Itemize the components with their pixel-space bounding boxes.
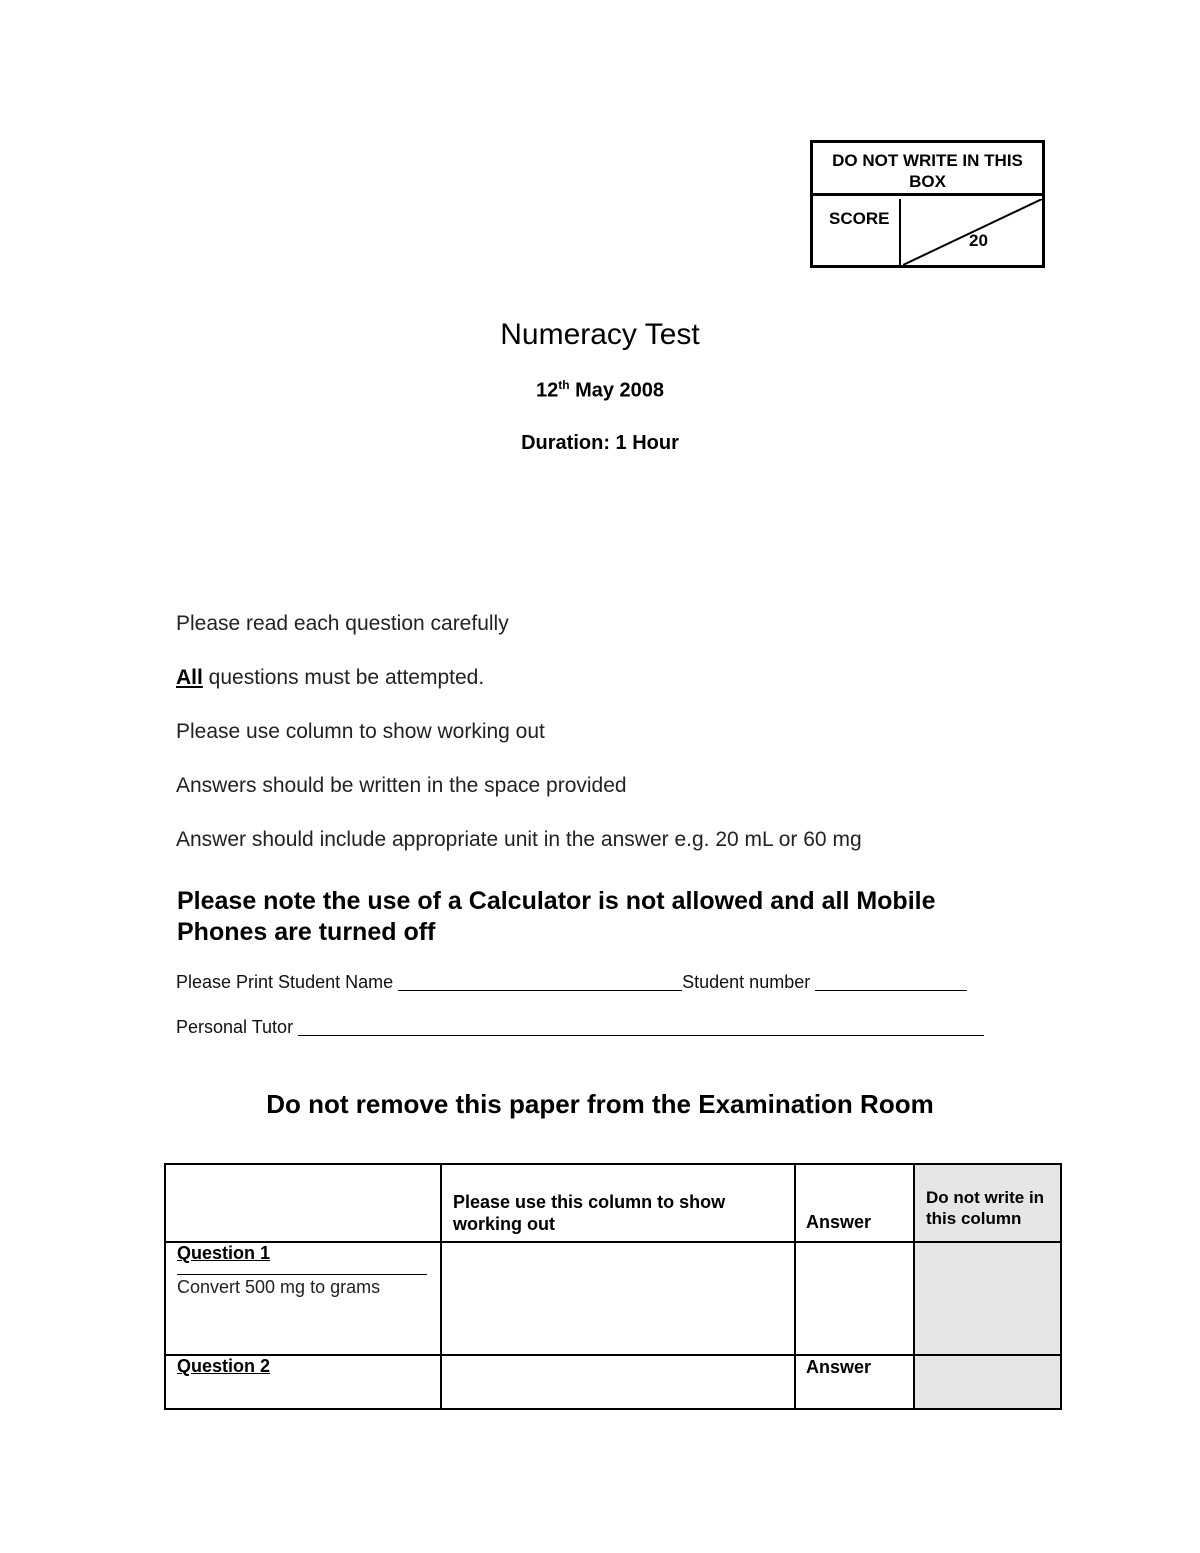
question-2-answer[interactable] (795, 1355, 914, 1409)
score-box-header: DO NOT WRITE IN THIS BOX (813, 143, 1042, 196)
personal-tutor-field[interactable] (298, 1017, 984, 1036)
header-marking-cell (914, 1164, 1061, 1242)
personal-tutor-label: Personal Tutor (176, 1017, 299, 1037)
instruction-all-rest: questions must be attempted. (202, 666, 485, 689)
question-2-working[interactable] (441, 1355, 795, 1409)
header-working: Please use this column to show working out (453, 1192, 726, 1234)
exam-duration: Duration: 1 Hour (521, 432, 679, 454)
student-line (176, 972, 967, 993)
table-row (165, 1242, 1061, 1355)
date-day: 12 (535, 379, 559, 402)
question-2-marking (914, 1355, 1061, 1409)
header-answer-cell (795, 1164, 914, 1242)
question-1-answer[interactable] (795, 1242, 914, 1355)
table-row (165, 1355, 1061, 1409)
instruction-working-out: Please use column to show working out (176, 720, 545, 743)
question-2-answer-label: Answer (806, 1357, 872, 1377)
student-name-label: Please Print Student Name (176, 972, 399, 992)
instruction-all-questions (176, 666, 484, 690)
question-2-label: Question 2 (177, 1356, 271, 1376)
header-marking: Do not write in this column (926, 1188, 1045, 1228)
question-1-working[interactable] (441, 1242, 795, 1355)
student-number-field[interactable] (815, 972, 967, 991)
header-question-cell (165, 1164, 441, 1242)
question-1-cell (165, 1242, 441, 1355)
score-total: 20 (969, 231, 988, 250)
question-2-cell (165, 1355, 441, 1409)
date-month-year: May 2008 (569, 379, 665, 402)
do-not-remove-notice: Do not remove this paper from the Examination Room (266, 1089, 934, 1119)
question-1-rule (177, 1274, 427, 1275)
score-label: SCORE (813, 199, 901, 265)
exam-date (0, 378, 1200, 403)
question-1-text: Convert 500 mg to grams (177, 1277, 381, 1297)
tutor-line (176, 1017, 984, 1038)
page-title: Numeracy Test (500, 318, 700, 351)
calculator-note: Please note the use of a Calculator is not allowed and all Mobile Phones are turned off (177, 887, 936, 946)
instruction-read-carefully: Please read each question carefully (176, 612, 509, 635)
instruction-all-emphasis: All (176, 666, 203, 689)
answer-table (164, 1163, 1062, 1410)
date-suffix: th (558, 378, 570, 392)
question-1-marking (914, 1242, 1061, 1355)
table-header-row (165, 1164, 1061, 1242)
student-number-label: Student number (682, 972, 816, 992)
header-working-cell (441, 1164, 795, 1242)
score-box (810, 140, 1045, 268)
student-name-field[interactable] (398, 972, 682, 991)
instruction-units: Answer should include appropriate unit in the answer e.g. 20 mL or 60 mg (176, 828, 862, 851)
instruction-answer-space: Answers should be written in the space provided (176, 774, 627, 797)
header-answer: Answer (806, 1212, 872, 1232)
question-1-label: Question 1 (177, 1243, 271, 1263)
